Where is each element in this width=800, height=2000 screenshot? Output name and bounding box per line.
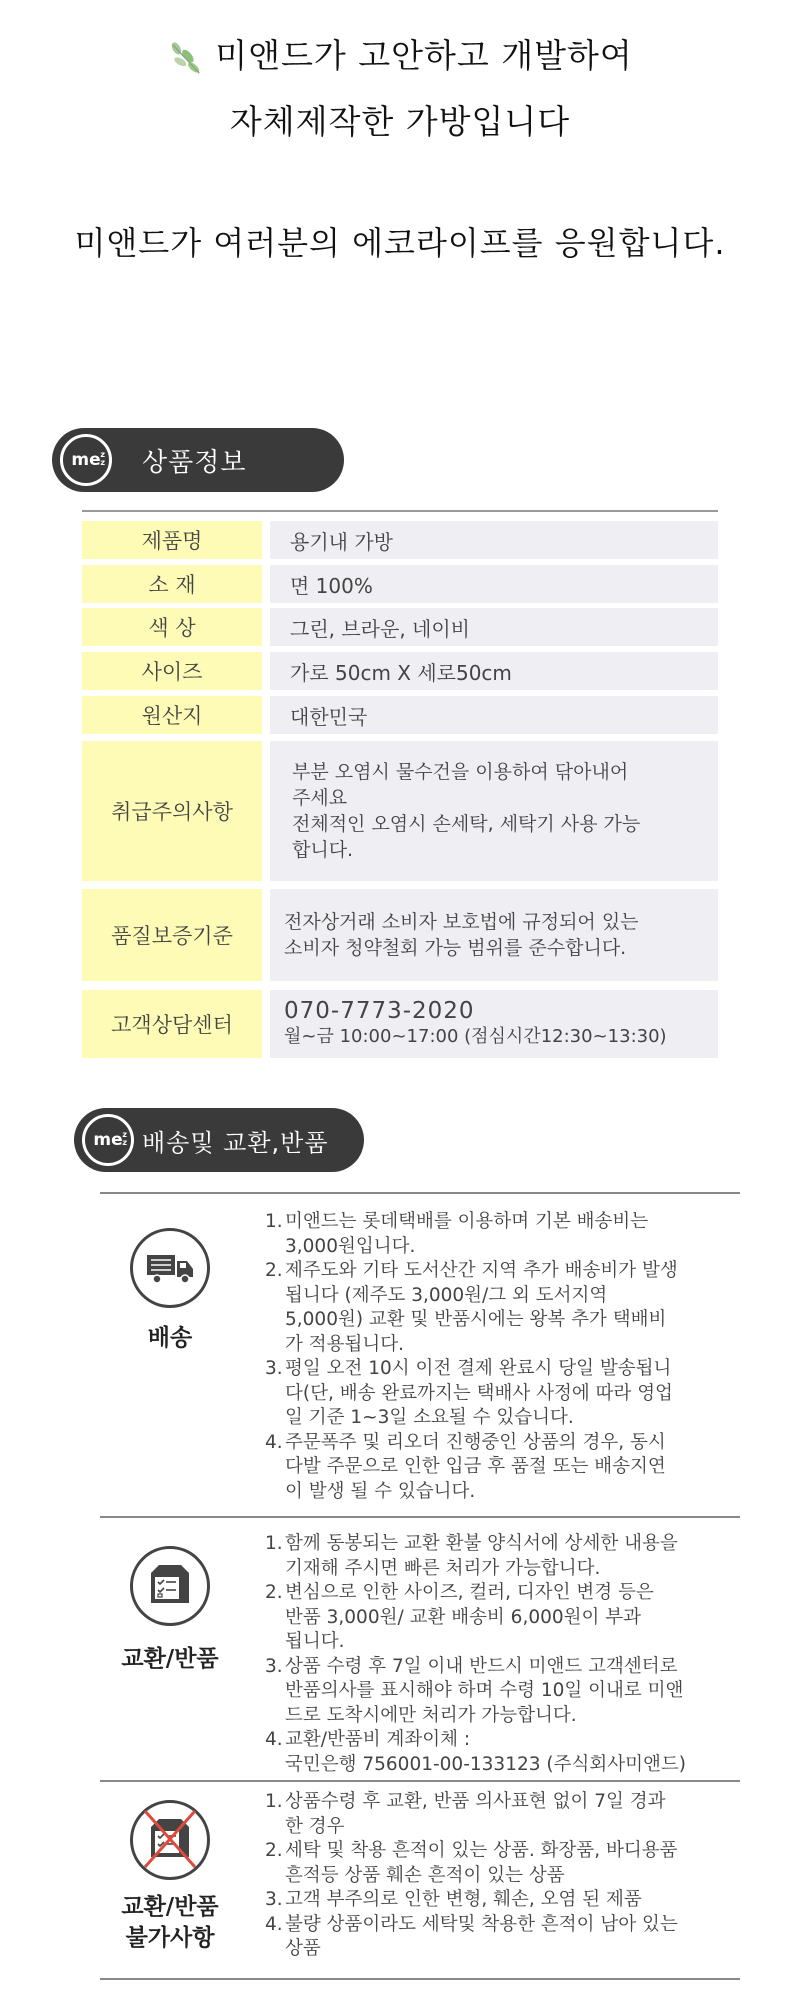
product-info-header: [52, 428, 344, 492]
info-label: 소 재: [82, 565, 262, 603]
info-value: [270, 741, 718, 881]
list-item: 4. 불량 상품이라도 세탁및 착용한 흔적이 남아 있는 상품: [265, 1913, 678, 1959]
list-item: 2. 제주도와 기타 도서산간 지역 추가 배송비가 발생 됩니다 (제주도 3,000원/그 외 도서지역 5,000원) 교환 및 반품시에는 왕복 추가 택배비 가 적용됩니다.: [265, 1260, 678, 1355]
info-row-material: [82, 565, 718, 603]
list-item: 1. 함께 동봉되는 교환 환불 양식서에 상세한 내용을 기재해 주시면 빠른 처리가 가능합니다.: [265, 1533, 678, 1579]
hero-line-1: 미앤드가 고안하고 개발하여: [0, 30, 800, 77]
box-checklist-icon: [130, 1546, 210, 1626]
info-value: 그린, 브라운, 네이비: [270, 608, 718, 646]
hero-line-3: 미앤드가 여러분의 에코라이프를 응원합니다.: [74, 224, 726, 262]
info-row-product-name: [82, 521, 718, 559]
info-row-support: [82, 990, 718, 1058]
info-value: 가로 50cm X 세로50cm: [270, 652, 718, 690]
hero-line-2: 자체제작한 가방입니다: [229, 102, 571, 141]
truck-icon: [130, 1228, 210, 1308]
info-value: 면 100%: [270, 565, 718, 603]
info-value: 용기내 가방: [270, 521, 718, 559]
exchange-list: [265, 1532, 745, 1777]
info-row-care: [82, 741, 718, 881]
support-hours: 월~금 10:00~17:00 (점심시간12:30~13:30): [284, 1026, 667, 1047]
info-value: 대한민국: [270, 696, 718, 734]
box-crossed-icon: [130, 1800, 210, 1880]
list-item: 2. 세탁 및 착용 흔적이 있는 상품. 화장품, 바디용품 흔적등 상품 훼손 흔적이 있는 상품: [265, 1840, 678, 1886]
shipping-row-delivery: [100, 1200, 740, 1510]
info-row-size: [82, 652, 718, 690]
shipping-divider: [100, 1516, 740, 1518]
no-exchange-list: [265, 1790, 745, 1962]
product-info-rule: [82, 510, 718, 512]
quality-line: 전자상거래 소비자 보호법에 규정되어 있는: [284, 911, 639, 933]
list-item: 1. 상품수령 후 교환, 반품 의사표현 없이 7일 경과 한 경우: [265, 1791, 666, 1837]
shipping-divider: [100, 1780, 740, 1782]
info-label: 고객상담센터: [82, 990, 262, 1058]
support-phone[interactable]: 070-7773-2020: [284, 998, 475, 1024]
shipping-row-no-exchange: [100, 1786, 740, 1976]
list-item: 1. 미앤드는 롯데택배를 이용하며 기본 배송비는 3,000원입니다.: [265, 1211, 649, 1257]
quality-line: 소비자 청약철회 가능 범위를 준수합니다.: [284, 937, 627, 959]
list-item: 4. 주문폭주 및 리오더 진행중인 상품의 경우, 동시 다발 주문으로 인한 입금 후 품절 또는 배송지연 이 발생 될 수 있습니다.: [265, 1431, 666, 1502]
info-row-color: [82, 608, 718, 646]
info-value: [270, 889, 718, 981]
shipping-title: 배송및 교환,반품: [142, 1128, 329, 1157]
list-item: 2. 변심으로 인한 사이즈, 컬러, 디자인 변경 등은 반품 3,000원/ 교환 배송비 6,000원이 부과 됩니다.: [265, 1582, 654, 1652]
care-line: 주세요: [292, 787, 348, 809]
shipping-label: 배송: [147, 1325, 193, 1351]
brand-logo: me z z: [82, 1114, 134, 1166]
info-value: [270, 990, 718, 1058]
care-line: 합니다.: [292, 839, 354, 861]
info-row-quality: [82, 889, 718, 981]
info-label: 품질보증기준: [82, 889, 262, 981]
info-label: 원산지: [82, 696, 262, 734]
exchange-label: 교환/반품: [121, 1646, 219, 1672]
no-exchange-label: 교환/반품 불가사항: [121, 1894, 219, 1951]
info-label: 취급주의사항: [82, 741, 262, 881]
delivery-list: [265, 1210, 745, 1504]
info-label: 제품명: [82, 521, 262, 559]
info-row-origin: [82, 696, 718, 734]
info-label: 색 상: [82, 608, 262, 646]
care-line: 전체적인 오염시 손세탁, 세탁기 사용 가능: [292, 813, 641, 835]
list-item: 4. 교환/반품비 계좌이체 : 국민은행 756001-00-133123 (주식회사미앤드): [265, 1729, 686, 1775]
shipping-rule: [100, 1192, 740, 1194]
info-label: 사이즈: [82, 652, 262, 690]
leaf-icon: [167, 39, 205, 77]
brand-logo: me z z: [60, 434, 112, 486]
list-item: 3. 평일 오전 10시 이전 결제 완료시 당일 발송됩니 다(단, 배송 완료까지는 택배사 사정에 따라 영업 일 기준 1~3일 소요될 수 있습니다.: [265, 1358, 673, 1428]
list-item: 3. 상품 수령 후 7일 이내 반드시 미앤드 고객센터로 반품의사를 표시해야 하며 수령 10일 이내로 미앤 드로 도착시에만 처리가 가능합니다.: [265, 1655, 684, 1726]
list-item: 3. 고객 부주의로 인한 변형, 훼손, 오염 된 제품: [265, 1889, 642, 1910]
shipping-bottom-rule: [100, 1978, 740, 1980]
shipping-header: [74, 1108, 364, 1172]
product-info-title: 상품정보: [142, 447, 247, 478]
care-line: 부분 오염시 물수건을 이용하여 닦아내어: [292, 761, 629, 783]
shipping-row-exchange: [100, 1522, 740, 1782]
